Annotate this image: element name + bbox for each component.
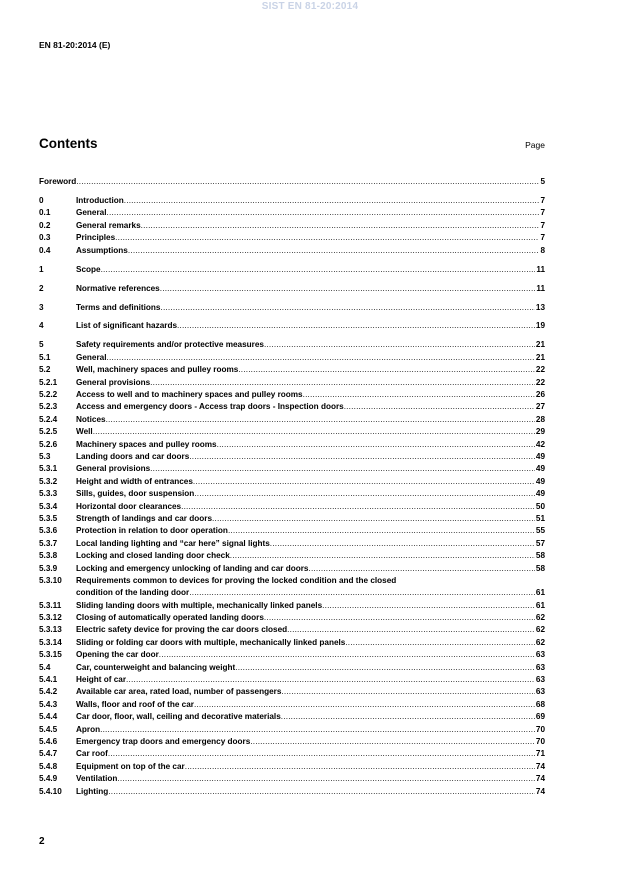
toc-entry-title-cell bbox=[76, 525, 535, 537]
toc-entry-page: 63 bbox=[535, 687, 545, 697]
toc-entry-page: 11 bbox=[536, 283, 545, 293]
toc-entry-number: 2 bbox=[39, 283, 44, 293]
toc-entry[interactable] bbox=[39, 773, 545, 785]
toc-entry-page: 27 bbox=[535, 402, 545, 412]
toc-entry[interactable] bbox=[39, 563, 545, 575]
toc-entry[interactable] bbox=[39, 207, 545, 219]
toc-entry-title-cell bbox=[76, 662, 535, 674]
toc-entry[interactable] bbox=[39, 264, 545, 276]
toc-entry[interactable] bbox=[39, 401, 545, 413]
dot-leader bbox=[281, 711, 535, 723]
toc-entry-number: 5.2.1 bbox=[39, 377, 58, 387]
toc-entry-page: 70 bbox=[535, 724, 545, 734]
toc-entry[interactable] bbox=[39, 320, 545, 332]
toc-entry-title: Foreword bbox=[39, 177, 77, 186]
dot-leader bbox=[230, 550, 535, 562]
toc-entry-number: 5 bbox=[39, 340, 44, 350]
toc-entry-page: 49 bbox=[535, 476, 545, 486]
dot-leader bbox=[181, 501, 535, 513]
toc-entry-page: 13 bbox=[535, 302, 545, 312]
toc-entry-page: 26 bbox=[535, 390, 545, 400]
toc-entry-number: 5.3.12 bbox=[39, 613, 62, 623]
toc-entry-title-cell bbox=[76, 748, 535, 760]
toc-entry[interactable] bbox=[39, 232, 545, 244]
toc-entry-page: 49 bbox=[535, 489, 545, 499]
toc-entry-page: 49 bbox=[535, 464, 545, 474]
dot-leader bbox=[76, 176, 539, 188]
toc-entry-title-cell bbox=[76, 220, 539, 232]
toc-entry[interactable] bbox=[39, 463, 545, 475]
toc-entry-number: 0.1 bbox=[39, 208, 51, 218]
toc-entry-title-cell bbox=[76, 674, 535, 686]
toc-entry-number: 5.4.7 bbox=[39, 749, 58, 759]
toc-entry-title: Assumptions bbox=[76, 245, 128, 255]
toc-entry-title-cell bbox=[76, 637, 535, 649]
toc-entry[interactable] bbox=[39, 724, 545, 736]
dot-leader bbox=[322, 600, 535, 612]
dot-leader bbox=[194, 488, 535, 500]
toc-entry[interactable] bbox=[39, 389, 545, 401]
toc-entry-page: 63 bbox=[535, 662, 545, 672]
toc-entry-title-cell bbox=[39, 176, 539, 188]
toc-entry-page: 58 bbox=[535, 551, 545, 561]
dot-leader bbox=[106, 414, 535, 426]
toc-entry-number: 5.4.3 bbox=[39, 699, 58, 709]
toc-entry-number: 5.3 bbox=[39, 451, 51, 461]
toc-entry-title: Access to well and to machinery spaces and pulley rooms bbox=[76, 390, 303, 400]
toc-entry-title-cell bbox=[76, 488, 535, 500]
dot-leader bbox=[250, 736, 535, 748]
toc-entry-number: 5.3.1 bbox=[39, 464, 58, 474]
dot-leader bbox=[228, 525, 535, 537]
toc-entry-page: 74 bbox=[535, 786, 545, 796]
toc-entry-page: 70 bbox=[535, 736, 545, 746]
toc-entry-title: Normative references bbox=[76, 283, 160, 293]
toc-entry-title: Locking and emergency unlocking of landing and car doors bbox=[76, 563, 309, 573]
toc-entry[interactable] bbox=[39, 501, 545, 513]
toc-entry-number: 5.3.8 bbox=[39, 551, 58, 561]
toc-entry-title: Sills, guides, door suspension bbox=[76, 489, 195, 499]
dot-leader bbox=[124, 195, 540, 207]
dot-leader bbox=[194, 699, 535, 711]
toc-entry-title-cell bbox=[76, 699, 535, 711]
toc-entry[interactable] bbox=[39, 439, 545, 451]
toc-entry-page: 58 bbox=[535, 563, 545, 573]
toc-entry-number: 5.3.3 bbox=[39, 489, 58, 499]
toc-entry-title-cell bbox=[76, 320, 535, 332]
toc-entry-number: 5.1 bbox=[39, 352, 51, 362]
dot-leader bbox=[264, 612, 535, 624]
dot-leader bbox=[107, 207, 540, 219]
toc-entry[interactable] bbox=[39, 245, 545, 257]
toc-entry-title-cell bbox=[76, 538, 535, 550]
toc-entry-number: 5.3.13 bbox=[39, 625, 62, 635]
toc-entry-title: Car roof bbox=[76, 749, 108, 759]
toc-entry-page: 55 bbox=[535, 526, 545, 536]
toc-entry-page: 7 bbox=[540, 208, 545, 218]
toc-entry[interactable] bbox=[39, 302, 545, 314]
table-of-contents bbox=[39, 176, 545, 798]
dot-leader bbox=[235, 662, 535, 674]
toc-entry[interactable] bbox=[39, 364, 545, 376]
toc-entry-title: Locking and closed landing door check bbox=[76, 551, 230, 561]
toc-entry-number: 5.3.6 bbox=[39, 526, 58, 536]
toc-entry-number: 5.3.15 bbox=[39, 650, 62, 660]
toc-entry-title: Lighting bbox=[76, 786, 109, 796]
dot-leader bbox=[303, 389, 535, 401]
page-column-label: Page bbox=[525, 140, 545, 150]
toc-entry-title: General bbox=[76, 208, 107, 218]
toc-entry-title: Emergency trap doors and emergency doors bbox=[76, 736, 251, 746]
toc-entry-title-cell bbox=[76, 761, 535, 773]
toc-entry-title: Protection in relation to door operation bbox=[76, 526, 228, 536]
toc-entry-number: 5.4.8 bbox=[39, 761, 58, 771]
dot-leader bbox=[108, 748, 535, 760]
toc-entry-title: Well, machinery spaces and pulley rooms bbox=[76, 365, 239, 375]
page-title: Contents bbox=[39, 136, 98, 151]
toc-entry-title: Sliding or folding car doors with multiple, mechanically linked panels bbox=[76, 637, 346, 647]
toc-entry-page: 50 bbox=[535, 501, 545, 511]
dot-leader bbox=[101, 264, 536, 276]
toc-entry-page: 7 bbox=[540, 220, 545, 230]
toc-entry-title: Well bbox=[76, 427, 93, 437]
toc-entry-title-cell bbox=[76, 377, 535, 389]
toc-entry-page: 69 bbox=[535, 712, 545, 722]
dot-leader bbox=[160, 283, 536, 295]
toc-entry-title: Terms and definitions bbox=[76, 302, 161, 312]
toc-entry[interactable] bbox=[39, 176, 545, 188]
toc-entry-number: 5.4.6 bbox=[39, 736, 58, 746]
toc-entry[interactable] bbox=[39, 352, 545, 364]
toc-entry-title-cell bbox=[76, 612, 535, 624]
toc-entry[interactable] bbox=[39, 513, 545, 525]
toc-entry-title-cell bbox=[76, 563, 535, 575]
toc-entry-number: 5.4 bbox=[39, 662, 51, 672]
toc-entry-title-cell bbox=[76, 649, 535, 661]
toc-entry[interactable] bbox=[39, 414, 545, 426]
toc-entry-title: Safety requirements and/or protective measures bbox=[76, 340, 264, 350]
toc-entry[interactable] bbox=[39, 748, 545, 760]
toc-entry-title: Available car area, rated load, number of passengers bbox=[76, 687, 282, 697]
toc-entry-number: 5.2.3 bbox=[39, 402, 58, 412]
toc-entry-page: 74 bbox=[535, 774, 545, 784]
page-number: 2 bbox=[39, 836, 45, 847]
toc-entry-title: Car door, floor, wall, ceiling and decorative materials bbox=[76, 712, 281, 722]
toc-entry-title-cell bbox=[76, 476, 535, 488]
toc-entry[interactable] bbox=[39, 587, 545, 599]
toc-entry-page: 57 bbox=[535, 538, 545, 548]
dot-leader bbox=[287, 624, 535, 636]
toc-entry[interactable] bbox=[39, 525, 545, 537]
toc-entry-page: 21 bbox=[535, 352, 545, 362]
dot-leader bbox=[345, 637, 535, 649]
toc-entry-page: 21 bbox=[535, 340, 545, 350]
toc-entry-title: Machinery spaces and pulley rooms bbox=[76, 439, 217, 449]
toc-entry[interactable] bbox=[39, 220, 545, 232]
dot-leader bbox=[141, 220, 540, 232]
toc-entry-title: General provisions bbox=[76, 377, 151, 387]
dot-leader bbox=[217, 439, 535, 451]
toc-entry[interactable] bbox=[39, 662, 545, 674]
toc-entry-number: 5.3.2 bbox=[39, 476, 58, 486]
dot-leader bbox=[212, 513, 535, 525]
toc-entry[interactable] bbox=[39, 699, 545, 711]
toc-entry-page: 61 bbox=[535, 600, 545, 610]
toc-entry-page: 28 bbox=[535, 414, 545, 424]
toc-entry-title: Requirements common to devices for proving the locked condition and the closed bbox=[76, 575, 397, 585]
toc-entry-title: Opening the car door bbox=[76, 650, 159, 660]
toc-entry[interactable] bbox=[39, 488, 545, 500]
toc-entry-number: 5.3.10 bbox=[39, 575, 62, 585]
toc-entry-title: Apron bbox=[76, 724, 101, 734]
toc-entry-page: 5 bbox=[540, 177, 545, 186]
toc-entry-title: Access and emergency doors - Access trap doors - Inspection doors bbox=[76, 402, 344, 412]
toc-entry-title: condition of the landing door bbox=[76, 588, 190, 598]
toc-entry-title-cell bbox=[76, 773, 535, 785]
toc-entry-page: 22 bbox=[535, 365, 545, 375]
toc-entry-title: Notices bbox=[76, 414, 106, 424]
toc-entry[interactable] bbox=[39, 637, 545, 649]
dot-leader bbox=[185, 761, 535, 773]
dot-leader bbox=[108, 786, 535, 798]
toc-entry-title: Ventilation bbox=[76, 774, 118, 784]
watermark-text: SIST EN 81-20:2014 bbox=[261, 1, 359, 12]
toc-entry[interactable] bbox=[39, 612, 545, 624]
toc-entry-page: 8 bbox=[540, 245, 545, 255]
toc-entry[interactable] bbox=[39, 711, 545, 723]
toc-entry-title: Principles bbox=[76, 233, 116, 243]
toc-entry-number: 5.2.2 bbox=[39, 390, 58, 400]
toc-entry-number: 5.3.4 bbox=[39, 501, 58, 511]
toc-entry-title-cell bbox=[76, 786, 535, 798]
toc-entry-title-cell bbox=[76, 587, 535, 599]
toc-entry-title: Local landing lighting and “car here” signal lights bbox=[76, 538, 270, 548]
toc-entry-title-cell bbox=[76, 352, 535, 364]
toc-entry[interactable] bbox=[39, 786, 545, 798]
toc-entry-page: 11 bbox=[536, 264, 545, 274]
toc-entry-title-cell bbox=[76, 232, 539, 244]
toc-entry-title-cell bbox=[76, 401, 535, 413]
dot-leader bbox=[117, 773, 534, 785]
toc-entry-title-cell bbox=[76, 575, 544, 587]
toc-entry-title: General bbox=[76, 352, 107, 362]
dot-leader bbox=[159, 649, 535, 661]
toc-entry-page: 68 bbox=[535, 699, 545, 709]
toc-entry-number: 5.3.7 bbox=[39, 538, 58, 548]
toc-entry-title-cell bbox=[76, 414, 535, 426]
toc-entry-page: 7 bbox=[540, 233, 545, 243]
toc-entry[interactable] bbox=[39, 538, 545, 550]
toc-entry-title: Electric safety device for proving the car doors closed bbox=[76, 625, 288, 635]
toc-entry[interactable] bbox=[39, 649, 545, 661]
toc-entry-page: 74 bbox=[535, 761, 545, 771]
toc-entry-number: 5.4.2 bbox=[39, 687, 58, 697]
toc-entry[interactable] bbox=[39, 451, 545, 463]
toc-entry-title-cell bbox=[76, 302, 535, 314]
toc-entry[interactable] bbox=[39, 550, 545, 562]
toc-entry-title-cell bbox=[76, 513, 535, 525]
dot-leader bbox=[238, 364, 535, 376]
dot-leader bbox=[270, 538, 535, 550]
toc-entry-number: 5.4.10 bbox=[39, 786, 62, 796]
toc-entry-page: 63 bbox=[535, 675, 545, 685]
toc-entry[interactable] bbox=[39, 339, 545, 351]
toc-entry-page: 62 bbox=[535, 637, 545, 647]
toc-entry-title: Car, counterweight and balancing weight bbox=[76, 662, 236, 672]
dot-leader bbox=[107, 352, 535, 364]
toc-entry[interactable] bbox=[39, 476, 545, 488]
toc-entry-page: 61 bbox=[535, 588, 545, 598]
toc-entry-page: 22 bbox=[535, 377, 545, 387]
toc-entry-page: 49 bbox=[535, 451, 545, 461]
toc-entry-number: 5.3.14 bbox=[39, 637, 62, 647]
toc-entry-title-cell bbox=[76, 207, 539, 219]
dot-leader bbox=[150, 463, 535, 475]
toc-entry[interactable] bbox=[39, 283, 545, 295]
toc-entry-number: 5.3.5 bbox=[39, 513, 58, 523]
toc-entry-title: Strength of landings and car doors bbox=[76, 513, 213, 523]
document-id: EN 81-20:2014 (E) bbox=[39, 40, 111, 50]
toc-entry-title: Introduction bbox=[76, 195, 124, 205]
dot-leader bbox=[264, 339, 535, 351]
toc-entry-number: 5.4.9 bbox=[39, 774, 58, 784]
dot-leader bbox=[281, 686, 535, 698]
toc-entry[interactable] bbox=[39, 761, 545, 773]
toc-entry-title-cell bbox=[76, 245, 539, 257]
toc-entry-number: 5.4.1 bbox=[39, 675, 58, 685]
toc-entry[interactable] bbox=[39, 736, 545, 748]
toc-entry-number: 3 bbox=[39, 302, 44, 312]
toc-entry[interactable] bbox=[39, 377, 545, 389]
toc-entry-title: List of significant hazards bbox=[76, 321, 177, 331]
dot-leader bbox=[160, 302, 534, 314]
toc-entry-title-cell bbox=[76, 264, 535, 276]
toc-entry-title: General remarks bbox=[76, 220, 141, 230]
toc-entry-title: Horizontal door clearances bbox=[76, 501, 182, 511]
toc-entry-title-cell bbox=[76, 364, 535, 376]
dot-leader bbox=[150, 377, 535, 389]
toc-entry-number: 5.2.5 bbox=[39, 427, 58, 437]
dot-leader bbox=[308, 563, 534, 575]
toc-entry-title: Scope bbox=[76, 264, 101, 274]
dot-leader bbox=[189, 451, 535, 463]
toc-entry-title-cell bbox=[76, 600, 535, 612]
toc-entry-number: 5.2.4 bbox=[39, 414, 58, 424]
toc-entry-title-cell bbox=[76, 736, 535, 748]
toc-entry-title: Landing doors and car doors bbox=[76, 451, 190, 461]
toc-entry-title-cell bbox=[76, 624, 535, 636]
toc-entry-number: 1 bbox=[39, 264, 44, 274]
dot-leader bbox=[128, 245, 540, 257]
toc-entry-title: Height and width of entrances bbox=[76, 476, 193, 486]
toc-entry[interactable] bbox=[39, 686, 545, 698]
dot-leader bbox=[93, 426, 535, 438]
toc-entry[interactable] bbox=[39, 674, 545, 686]
dot-leader bbox=[344, 401, 535, 413]
toc-entry-title-cell bbox=[76, 711, 535, 723]
toc-entry-number: 0.4 bbox=[39, 245, 51, 255]
toc-entry-page: 19 bbox=[535, 321, 545, 331]
toc-entry[interactable] bbox=[39, 426, 545, 438]
toc-entry-number: 5.2.6 bbox=[39, 439, 58, 449]
toc-entry-number: 0.3 bbox=[39, 233, 51, 243]
dot-leader bbox=[100, 724, 535, 736]
toc-entry-title: General provisions bbox=[76, 464, 151, 474]
toc-entry-title-cell bbox=[76, 501, 535, 513]
toc-entry-number: 5.4.5 bbox=[39, 724, 58, 734]
toc-entry[interactable] bbox=[39, 195, 545, 207]
toc-entry-page: 71 bbox=[535, 749, 545, 759]
dot-leader bbox=[126, 674, 535, 686]
dot-leader bbox=[193, 476, 535, 488]
toc-entry-title-cell bbox=[76, 195, 539, 207]
toc-entry-title: Equipment on top of the car bbox=[76, 761, 185, 771]
dot-leader bbox=[115, 232, 539, 244]
toc-entry-number: 4 bbox=[39, 321, 44, 331]
toc-entry-title: Sliding landing doors with multiple, mechanically linked panels bbox=[76, 600, 323, 610]
toc-entry-title-cell bbox=[76, 426, 535, 438]
toc-entry-number: 5.2 bbox=[39, 365, 51, 375]
toc-entry-number: 0.2 bbox=[39, 220, 51, 230]
toc-entry-page: 7 bbox=[540, 195, 545, 205]
toc-entry-title: Walls, floor and roof of the car bbox=[76, 699, 194, 709]
toc-entry-title: Closing of automatically operated landing doors bbox=[76, 613, 264, 623]
dot-leader bbox=[189, 587, 535, 599]
toc-entry-title-cell bbox=[76, 439, 535, 451]
toc-entry-page: 62 bbox=[535, 613, 545, 623]
toc-entry-title-cell bbox=[76, 283, 535, 295]
toc-entry-number: 5.3.11 bbox=[39, 600, 62, 610]
toc-entry-title-cell bbox=[76, 686, 535, 698]
toc-entry[interactable] bbox=[39, 624, 545, 636]
toc-entry-page: 42 bbox=[535, 439, 545, 449]
toc-entry-number: 5.4.4 bbox=[39, 712, 58, 722]
toc-entry-title-cell bbox=[76, 339, 535, 351]
toc-entry-title: Height of car bbox=[76, 675, 127, 685]
toc-entry-title-cell bbox=[76, 724, 535, 736]
toc-entry[interactable] bbox=[39, 575, 545, 587]
toc-entry-number: 0 bbox=[39, 195, 44, 205]
toc-entry-page: 62 bbox=[535, 625, 545, 635]
toc-entry-number: 5.3.9 bbox=[39, 563, 58, 573]
dot-leader bbox=[177, 320, 535, 332]
toc-entry-title-cell bbox=[76, 451, 535, 463]
toc-entry-title-cell bbox=[76, 550, 535, 562]
toc-entry-page: 51 bbox=[535, 513, 545, 523]
toc-entry-page: 29 bbox=[535, 427, 545, 437]
toc-entry[interactable] bbox=[39, 600, 545, 612]
toc-entry-title-cell bbox=[76, 389, 535, 401]
toc-entry-page: 63 bbox=[535, 650, 545, 660]
toc-entry-title-cell bbox=[76, 463, 535, 475]
